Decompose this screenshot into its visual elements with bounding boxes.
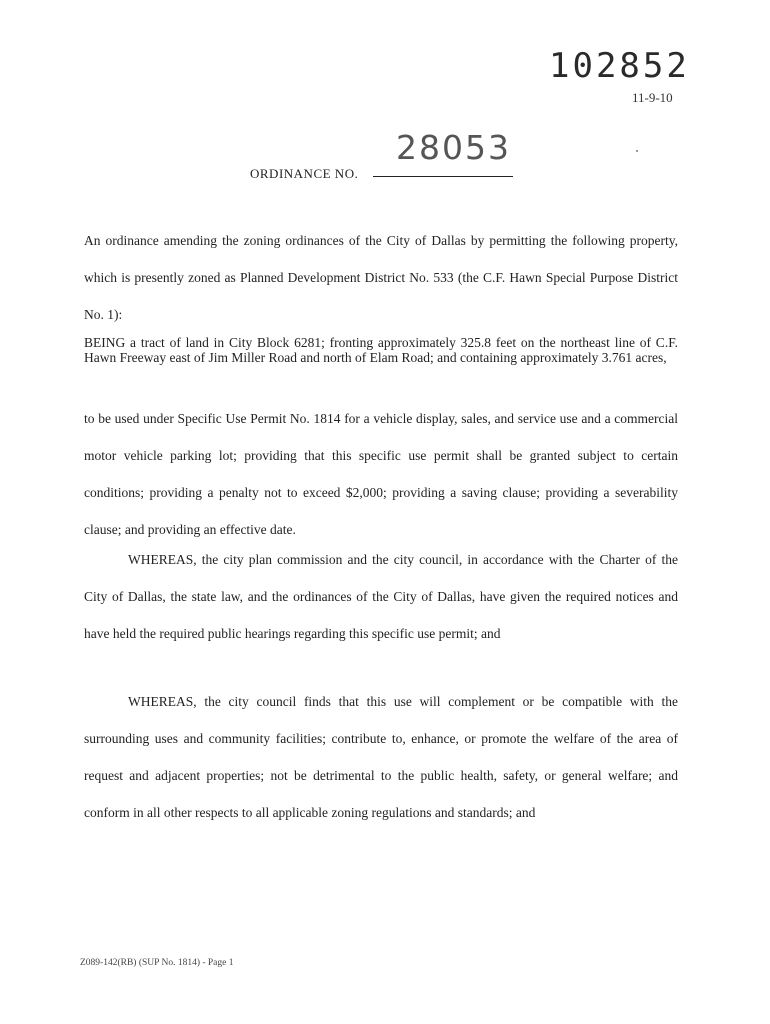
being-paragraph: BEING a tract of land in City Block 6281; fronting approximately 325.8 feet on the northeast line of C.F. Hawn Freeway east of Jim Miller Road and north of Elam Road; and containing approximately 3.761 acres, bbox=[84, 335, 678, 365]
use-paragraph: to be used under Specific Use Permit No. 1814 for a vehicle display, sales, and service use and a commercial motor vehicle parking lot; providing that this specific use permit shall be granted subject to certain conditions; providing a penalty not to exceed $2,000; providing a saving clause; providing a severability clause; and providing an effective date. bbox=[84, 411, 678, 537]
whereas-paragraph-1: WHEREAS, the city plan commission and the city council, in accordance with the Charter of the City of Dallas, the state law, and the ordinances of the City of Dallas, have given the required notices and have held the required public hearings regarding this specific use permit; and bbox=[84, 552, 678, 641]
ordinance-label: ORDINANCE NO. bbox=[250, 166, 359, 181]
ordinance-number-underline bbox=[373, 176, 513, 177]
intro-paragraph: An ordinance amending the zoning ordinances of the City of Dallas by permitting the following property, which is presently zoned as Planned Development District No. 533 (the C.F. Hawn Special Purpose District No. 1): bbox=[84, 233, 678, 322]
whereas-paragraph-2: WHEREAS, the city council finds that this use will complement or be compatible with the surrounding uses and community facilities; contribute to, enhance, or promote the welfare of the area of request and adjacent properties; not be detrimental to the public health, safety, or general welfare; and conform in all other respects to all applicable zoning regulations and standards; and bbox=[84, 694, 678, 820]
scan-speck bbox=[636, 150, 638, 152]
stamped-date: 11-9-10 bbox=[632, 90, 673, 105]
stamped-document-number: 102852 bbox=[549, 46, 690, 86]
page-footer: Z089-142(RB) (SUP No. 1814) - Page 1 bbox=[80, 958, 234, 968]
ordinance-number: 28053 bbox=[396, 128, 511, 167]
